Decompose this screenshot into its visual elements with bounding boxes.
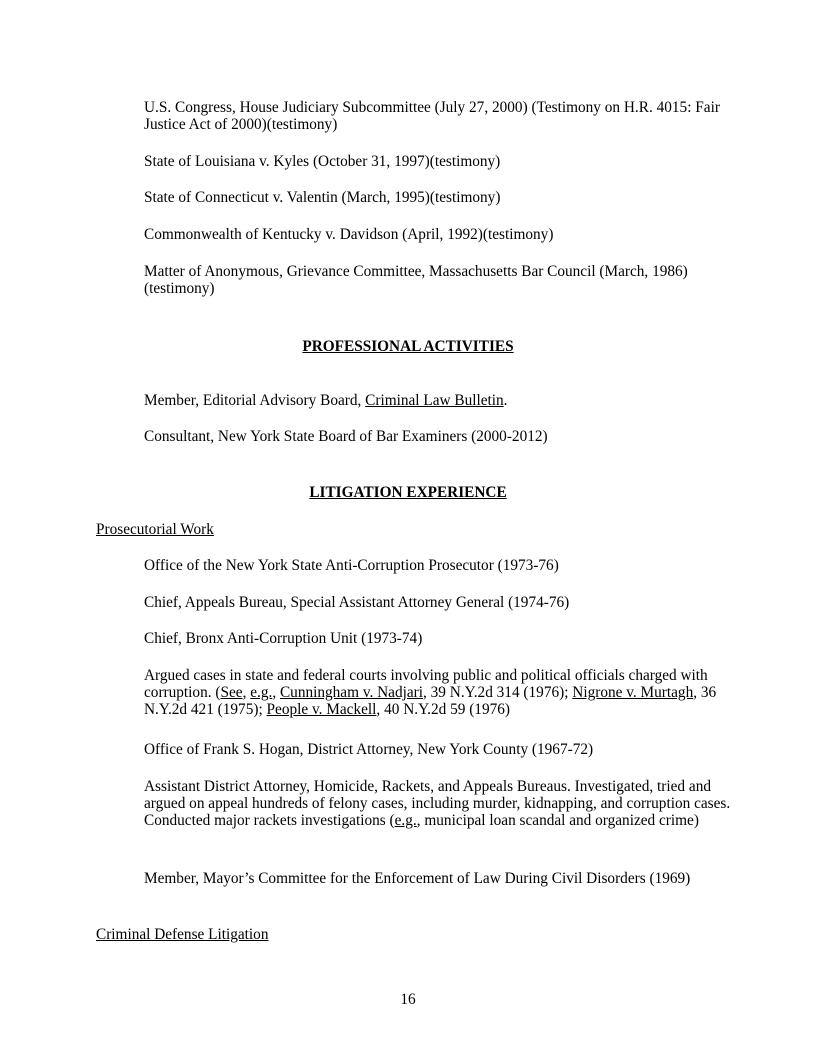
case-name: Cunningham v. Nadjari <box>279 684 423 701</box>
professional-item: Consultant, New York State Board of Bar Examiners (2000-2012) <box>144 428 548 445</box>
subsection-label-defense: Criminal Defense Litigation <box>96 926 269 943</box>
experience-entry <box>144 667 734 718</box>
text-segment: Member, Editorial Advisory Board, <box>144 392 366 409</box>
experience-entry: Office of the New York State Anti-Corruption Prosecutor (1973-76) <box>144 557 559 574</box>
citation-signal: e.g. <box>394 812 417 829</box>
section-heading-professional: PROFESSIONAL ACTIVITIES <box>302 338 514 355</box>
text-segment: , 40 N.Y.2d 59 (1976) <box>376 701 510 718</box>
citation-signal: See <box>220 684 243 701</box>
text-segment: , <box>272 684 280 701</box>
experience-entry <box>144 778 734 829</box>
experience-entry: Chief, Appeals Bureau, Special Assistant Attorney General (1974-76) <box>144 594 570 611</box>
text-segment: Assistant District Attorney, Homicide, Rackets, and Appeals Bureaus. Investigated, tried and argued on appeal hundreds of felony cases, including murder, kidnapping, and corruption cases. Conducted major rackets investigations ( <box>144 778 731 829</box>
page-number: 16 <box>400 991 416 1008</box>
case-name: People v. Mackell <box>266 701 377 718</box>
text-segment: , municipal loan scandal and organized crime) <box>416 812 699 829</box>
text-segment: . <box>503 392 508 409</box>
testimony-entry: State of Connecticut v. Valentin (March, 1995)(testimony) <box>144 189 501 206</box>
citation-signal: e.g. <box>250 684 273 701</box>
professional-item <box>144 392 734 409</box>
case-name: Nigrone v. Murtagh <box>572 684 694 701</box>
experience-entry: Chief, Bronx Anti-Corruption Unit (1973-74) <box>144 630 423 647</box>
text-segment: , 39 N.Y.2d 314 (1976); <box>423 684 573 701</box>
text-segment: , <box>242 684 251 701</box>
section-heading-litigation: LITIGATION EXPERIENCE <box>309 484 507 501</box>
testimony-entry: Commonwealth of Kentucky v. Davidson (April, 1992)(testimony) <box>144 226 554 243</box>
testimony-entry: U.S. Congress, House Judiciary Subcommittee (July 27, 2000) (Testimony on H.R. 4015: Fair Justice Act of 2000)(testimony) <box>144 99 720 133</box>
experience-entry: Member, Mayor’s Committee for the Enforcement of Law During Civil Disorders (1969) <box>144 870 691 887</box>
text-segment: Argued cases in state and federal courts involving public and political officials charged with corruption. ( <box>144 667 708 701</box>
testimony-entry: State of Louisiana v. Kyles (October 31, 1997)(testimony) <box>144 153 501 170</box>
experience-entry: Office of Frank S. Hogan, District Attorney, New York County (1967-72) <box>144 741 594 758</box>
text-segment: , 36 N.Y.2d 421 (1975); <box>144 684 717 718</box>
testimony-entry: Matter of Anonymous, Grievance Committee, Massachusetts Bar Council (March, 1986)(testimony) <box>144 263 688 297</box>
subsection-label-prosecutorial: Prosecutorial Work <box>96 521 214 538</box>
publication-title: Criminal Law Bulletin <box>365 392 504 409</box>
